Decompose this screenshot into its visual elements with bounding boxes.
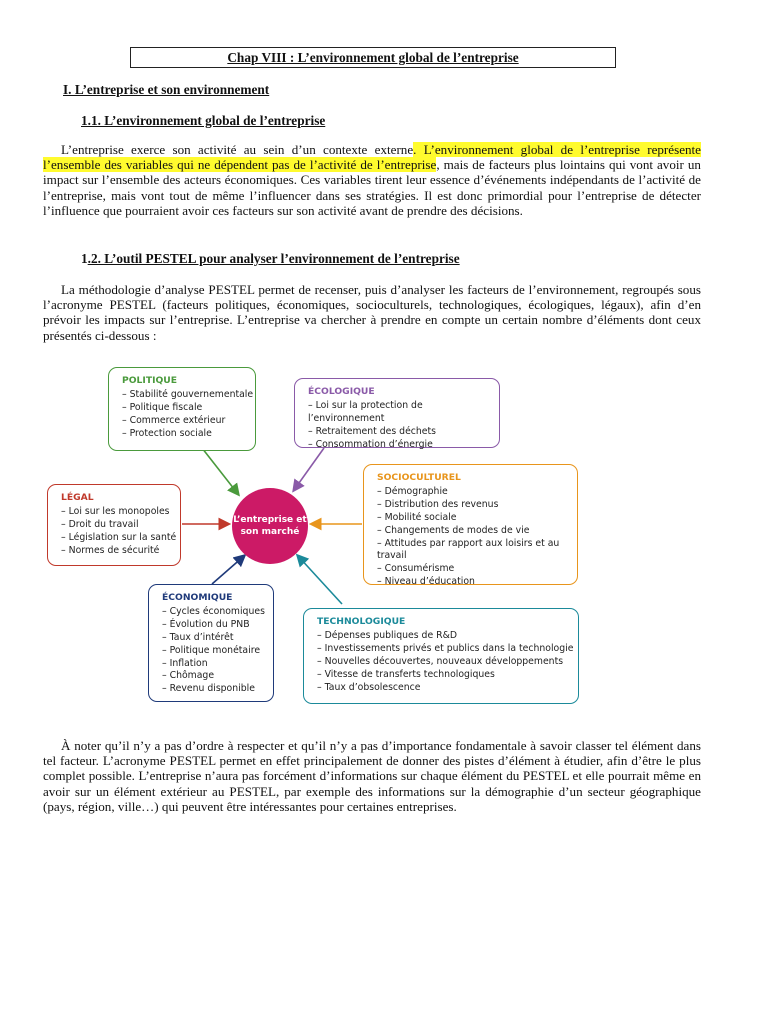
box-ecologique-item: – Consommation d’énergie <box>308 439 499 452</box>
box-ecologique-item: – Loi sur la protection de l’environnement <box>308 400 499 426</box>
paragraph-1-part-a: L’entreprise exerce son activité au sein d’un contexte externe <box>61 142 414 157</box>
box-socioculturel-item: – Mobilité sociale <box>377 512 577 525</box>
chapter-title: Chap VIII : L’environnement global de l’entreprise <box>130 47 616 68</box>
box-economique-item: – Taux d’intérêt <box>162 632 273 645</box>
box-politique-item: – Stabilité gouvernementale <box>122 389 255 402</box>
box-economique-item: – Revenu disponible <box>162 683 273 696</box>
subsection-heading-2-prefix: 1 <box>81 251 88 266</box>
subsection-heading-2 <box>81 251 460 267</box>
arrow-ecologique <box>294 448 324 490</box>
box-legal-item: – Normes de sécurité <box>61 545 180 558</box>
paragraph-1-highlight: . L’environnement global de l’entreprise représente l’ensemble des variables qui ne dépendent pas de l’activité de l’entreprise <box>43 142 701 173</box>
box-technologique-item: – Dépenses publiques de R&D <box>317 630 578 643</box>
box-ecologique-title: ÉCOLOGIQUE <box>308 386 375 397</box>
box-technologique-item: – Vitesse de transferts technologiques <box>317 669 578 682</box>
paragraph-2-text: La méthodologie d’analyse PESTEL permet de recenser, puis d’analyser les facteurs de l’environnement, regroupés sous l’acronyme PESTEL (facteurs politiques, économiques, socioculturels, technologiques, écologiques, légaux), afin d’en prévoir les impacts sur l’entreprise. L’entreprise va chercher à prendre en compte un certain nombre d’éléments dont ceux présentés ci-dessous : <box>43 282 701 343</box>
center-label: L’entreprise et son marché <box>233 515 307 537</box>
box-technologique <box>303 608 579 704</box>
box-socioculturel-item: – Consumérisme <box>377 563 577 576</box>
box-economique-item: – Évolution du PNB <box>162 619 273 632</box>
paragraph-1-part-b: , mais de facteurs plus lointains qui vont avoir un impact sur l’ensemble des acteurs économiques. Ces variables tirent leur essence d’événements indépendants de l’activité de l’entreprise, mais vont tout de même l’influencer dans ses stratégies. Il est donc primordial pour l’entreprise de détecter l’influence que pourraient avoir ces facteurs sur son activité avant de prendre des décisions. <box>43 157 701 218</box>
box-technologique-item: – Nouvelles découvertes, nouveaux développements <box>317 656 578 669</box>
box-economique-item: – Chômage <box>162 670 273 683</box>
box-politique-item: – Protection sociale <box>122 428 255 441</box>
box-socioculturel-item: – Distribution des revenus <box>377 499 577 512</box>
box-economique-item: – Inflation <box>162 658 273 671</box>
box-legal <box>47 484 181 566</box>
pestel-diagram <box>42 356 592 718</box>
subsection-heading-2-text: .2. L’outil PESTEL pour analyser l’environnement de l’entreprise <box>87 251 460 266</box>
box-economique-item: – Cycles économiques <box>162 606 273 619</box>
box-economique-title: ÉCONOMIQUE <box>162 592 233 603</box>
box-economique <box>148 584 274 702</box>
box-technologique-title: TECHNOLOGIQUE <box>317 616 406 627</box>
box-socioculturel-item: – Attitudes par rapport aux loisirs et au travail <box>377 538 577 564</box>
box-politique-title: POLITIQUE <box>122 375 178 386</box>
center-entreprise <box>232 488 308 564</box>
box-politique-item: – Commerce extérieur <box>122 415 255 428</box>
paragraph-1 <box>43 142 701 218</box>
box-ecologique <box>294 378 500 448</box>
box-ecologique-item: – Retraitement des déchets <box>308 426 499 439</box>
box-technologique-item: – Taux d’obsolescence <box>317 682 578 695</box>
arrow-economique <box>212 556 244 584</box>
paragraph-3-text: À noter qu’il n’y a pas d’ordre à respecter et qu’il n’y a pas d’importance fondamentale à savoir classer tel élément dans tel facteur. L’acronyme PESTEL permet en effet principalement de donner des pistes d’élément à étudier, afin d’être le plus complet possible. L’entreprise n’aura pas forcément d’informations sur chaque élément du PESTEL et elle pourrait même en avoir sur un élément extérieur au PESTEL, par exemple des informations sur la démographie d’un secteur géographique (pays, région, ville…) qui peuvent être intéressantes pour certaines entreprises. <box>43 738 701 814</box>
box-technologique-item: – Investissements privés et publics dans la technologie <box>317 643 578 656</box>
box-legal-title: LÉGAL <box>61 492 94 503</box>
arrow-politique <box>202 448 238 494</box>
box-politique-item: – Politique fiscale <box>122 402 255 415</box>
subsection-heading-1: 1.1. L’environnement global de l’entreprise <box>81 113 326 128</box>
box-legal-item: – Loi sur les monopoles <box>61 506 180 519</box>
paragraph-2 <box>43 282 701 343</box>
box-socioculturel-title: SOCIOCULTUREL <box>377 472 461 483</box>
box-legal-item: – Législation sur la santé <box>61 532 180 545</box>
box-socioculturel-item: – Démographie <box>377 486 577 499</box>
section-heading: I. L’entreprise et son environnement <box>63 82 270 97</box>
box-socioculturel-item: – Changements de modes de vie <box>377 525 577 538</box>
arrow-technologique <box>298 556 342 604</box>
box-socioculturel <box>363 464 578 588</box>
box-economique-item: – Politique monétaire <box>162 645 273 658</box>
box-legal-item: – Droit du travail <box>61 519 180 532</box>
box-socioculturel-item: – Niveau d’éducation <box>377 576 577 589</box>
paragraph-3 <box>43 738 701 814</box>
box-politique <box>108 367 256 451</box>
